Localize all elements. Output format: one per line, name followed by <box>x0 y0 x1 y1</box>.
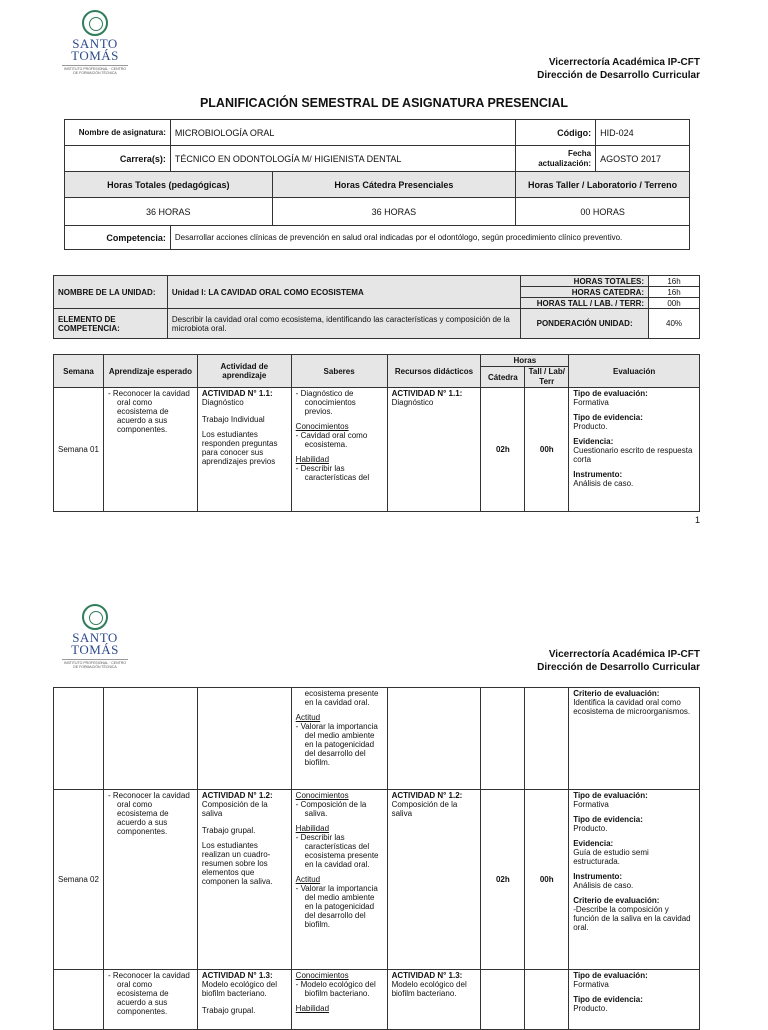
plan-table-page-1 <box>53 354 700 512</box>
actividad-name: Composición de la saliva <box>201 800 268 818</box>
ev-label: Tipo de evidencia: <box>573 995 643 1004</box>
saberes-heading: Actitud <box>295 713 321 722</box>
saberes-heading: Actitud <box>295 875 321 884</box>
saberes-heading: Conocimientos <box>295 422 349 431</box>
ev-label: Tipo de evaluación: <box>573 971 648 980</box>
header-horas: Horas <box>481 355 569 367</box>
ev-value: Análisis de caso. <box>573 881 634 890</box>
ev-label: Tipo de evaluación: <box>573 791 648 800</box>
logo-name-1: SANTO <box>72 630 118 645</box>
page-number: 1 <box>694 515 700 525</box>
unidad-value: Unidad I: LA CAVIDAD ORAL COMO ECOSISTEMA <box>167 276 520 309</box>
recursos-title: ACTIVIDAD N° 1.1: <box>391 389 463 398</box>
horas-totales-label: Horas Totales (pedagógicas) <box>65 172 273 198</box>
saberes-item: - Valorar la importancia del medio ambiente en la patogenicidad del desarrollo del biofilm. <box>295 884 378 929</box>
table-row-week-1-cont <box>54 688 700 790</box>
saberes-heading: Conocimientos <box>295 791 349 800</box>
table-row-week-3 <box>54 970 700 1030</box>
vice-line-1: Vicerrectoría Académica IP-CFT <box>548 57 700 68</box>
codigo-label: Código: <box>516 120 596 146</box>
unit-table <box>53 275 700 339</box>
ponderacion-label: PONDERACIÓN UNIDAD: <box>521 309 649 339</box>
catedra-cell: 02h <box>481 790 525 970</box>
santo-tomas-logo <box>62 604 128 669</box>
page-title: PLANIFICACIÓN SEMESTRAL DE ASIGNATURA PRESENCIAL <box>199 96 569 110</box>
horas-taller-unit-value: 00h <box>649 298 700 309</box>
logo-name-2: TOMÁS <box>71 642 119 657</box>
table-row-week-1 <box>54 388 700 512</box>
saberes-item: - Valorar la importancia del medio ambiente en la patogenicidad del desarrollo del biofilm. <box>295 722 378 767</box>
carrera-value: TÉCNICO EN ODONTOLOGÍA M/ HIGIENISTA DENTAL <box>170 146 515 172</box>
horas-totales-value: 36 HORAS <box>65 198 273 226</box>
actividad-mode: Trabajo grupal. <box>201 1006 256 1015</box>
ev-label: Tipo de evidencia: <box>573 413 643 422</box>
saberes-item: - Modelo ecológico del biofilm bacteriano. <box>295 980 376 998</box>
table-row-week-2 <box>54 790 700 970</box>
elemento-value: Describir la cavidad oral como ecosistema, identificando las características y composición de la microbiota oral. <box>167 309 520 339</box>
codigo-value: HID-024 <box>596 120 690 146</box>
recursos-title: ACTIVIDAD N° 1.2: <box>391 791 463 800</box>
recursos-name: Composición de la saliva <box>391 800 458 818</box>
vice-line-1: Vicerrectoría Académica IP-CFT <box>548 649 700 660</box>
page-2 <box>0 600 768 1024</box>
vice-header <box>537 56 700 82</box>
saberes-item: - Describir las características del <box>295 464 370 482</box>
saberes-item: - Diagnóstico de conocimientos previos. <box>295 389 356 416</box>
header-aprendizaje: Aprendizaje esperado <box>103 355 197 388</box>
page-gap <box>0 540 768 600</box>
aprendizaje-item: - Reconocer la cavidad oral como ecosistema de acuerdo a sus componentes. <box>107 971 190 1016</box>
header-catedra: Cátedra <box>481 367 525 388</box>
ev-value: Producto. <box>573 824 608 833</box>
header-tall: Tall / Lab/ Terr <box>525 367 569 388</box>
catedra-cell: 02h <box>481 388 525 512</box>
competencia-value: Desarrollar acciones clínicas de prevención en salud oral indicadas por el odontólogo, según procedimiento clínico preventivo. <box>170 226 689 250</box>
actividad-title: ACTIVIDAD N° 1.1: <box>201 389 273 398</box>
header-saberes: Saberes <box>291 355 387 388</box>
recursos-name: Diagnóstico <box>391 398 434 407</box>
ev-value: Producto. <box>573 1004 608 1013</box>
ev-value: Producto. <box>573 422 608 431</box>
vice-line-2: Dirección de Desarrollo Curricular <box>537 70 700 81</box>
ev-label: Instrumento: <box>573 872 623 881</box>
logo-name-1: SANTO <box>72 36 118 51</box>
tall-cell: 00h <box>525 790 569 970</box>
ev-label: Criterio de evaluación: <box>573 689 660 698</box>
recursos-name: Modelo ecológico del biofilm bacteriano. <box>391 980 467 998</box>
nombre-value: MICROBIOLOGÍA ORAL <box>170 120 515 146</box>
header-evaluacion: Evaluación <box>569 355 700 388</box>
ev-value: Formativa <box>573 800 609 809</box>
plan-table-page-2 <box>53 687 700 1030</box>
tall-cell: 00h <box>525 388 569 512</box>
actividad-title: ACTIVIDAD N° 1.3: <box>201 971 273 980</box>
competencia-label: Competencia: <box>65 226 171 250</box>
fecha-value: AGOSTO 2017 <box>596 146 690 172</box>
saberes-item: - Cavidad oral como ecosistema. <box>295 431 368 449</box>
ev-value: Análisis de caso. <box>573 479 634 488</box>
saberes-heading: Habilidad <box>295 824 330 833</box>
vice-header <box>537 648 700 674</box>
ev-label: Evidencia: <box>573 839 614 848</box>
actividad-mode: Trabajo Individual <box>201 415 265 424</box>
horas-catedra-unit-value: 16h <box>649 287 700 298</box>
actividad-mode: Trabajo grupal. <box>201 826 256 835</box>
ev-value: Identifica la cavidad oral como ecosistema de microorganismos. <box>573 698 691 716</box>
ev-label: Tipo de evaluación: <box>573 389 648 398</box>
horas-taller-value: 00 HORAS <box>516 198 690 226</box>
saberes-heading: Habilidad <box>295 1004 330 1013</box>
carrera-label: Carrera(s): <box>65 146 171 172</box>
info-table <box>64 119 690 250</box>
header-semana: Semana <box>54 355 104 388</box>
ev-value: Cuestionario escrito de respuesta corta <box>573 446 693 464</box>
fecha-label: Fecha actualización: <box>516 146 596 172</box>
horas-catedra-value: 36 HORAS <box>272 198 516 226</box>
actividad-desc: Los estudiantes responden preguntas para conocer sus aprendizajes previos <box>201 430 278 466</box>
saberes-cont: ecosistema presente en la cavidad oral. <box>304 689 379 707</box>
actividad-desc: Los estudiantes realizan un cuadro-resumen sobre los elementos que componen la saliva. <box>201 841 273 886</box>
seal-icon <box>82 604 108 630</box>
vice-line-2: Dirección de Desarrollo Curricular <box>537 662 700 673</box>
horas-taller-label: Horas Taller / Laboratorio / Terreno <box>516 172 690 198</box>
ev-value: Guía de estudio semi estructurada. <box>573 848 649 866</box>
horas-catedra-label: Horas Cátedra Presenciales <box>272 172 516 198</box>
ev-label: Instrumento: <box>573 470 623 479</box>
actividad-title: ACTIVIDAD N° 1.2: <box>201 791 273 800</box>
logo-tagline: INSTITUTO PROFESIONAL · CENTRO DE FORMACIÓN TÉCNICA <box>63 67 127 75</box>
saberes-item: - Composición de la saliva. <box>295 800 367 818</box>
seal-icon <box>82 10 108 36</box>
header-recursos: Recursos didácticos <box>387 355 481 388</box>
saberes-item: - Describir las características del ecosistema presente en la cavidad oral. <box>295 833 379 869</box>
horas-totales-unit-label: HORAS TOTALES: <box>521 276 649 287</box>
recursos-title: ACTIVIDAD N° 1.3: <box>391 971 463 980</box>
logo-tagline: INSTITUTO PROFESIONAL · CENTRO DE FORMACIÓN TÉCNICA <box>63 661 127 669</box>
ev-label: Tipo de evidencia: <box>573 815 643 824</box>
ev-label: Evidencia: <box>573 437 614 446</box>
ev-value: -Describe la composición y función de la saliva en la cavidad oral. <box>573 905 691 932</box>
santo-tomas-logo <box>62 10 128 75</box>
aprendizaje-item: - Reconocer la cavidad oral como ecosistema de acuerdo a sus componentes. <box>107 791 190 836</box>
elemento-label: ELEMENTO DE COMPETENCIA: <box>54 309 168 339</box>
ev-label: Criterio de evaluación: <box>573 896 660 905</box>
logo-name-2: TOMÁS <box>71 48 119 63</box>
header-actividad: Actividad de aprendizaje <box>197 355 291 388</box>
semana-cell: Semana 02 <box>54 790 104 970</box>
ev-value: Formativa <box>573 980 609 989</box>
unidad-label: NOMBRE DE LA UNIDAD: <box>54 276 168 309</box>
ponderacion-value: 40% <box>649 309 700 339</box>
actividad-name: Diagnóstico <box>201 398 244 407</box>
horas-catedra-unit-label: HORAS CATEDRA: <box>521 287 649 298</box>
ev-value: Formativa <box>573 398 609 407</box>
nombre-label: Nombre de asignatura: <box>65 120 171 146</box>
aprendizaje-item: - Reconocer la cavidad oral como ecosistema de acuerdo a sus componentes. <box>107 389 190 434</box>
semana-cell: Semana 01 <box>54 388 104 512</box>
saberes-heading: Habilidad <box>295 455 330 464</box>
actividad-name: Modelo ecológico del biofilm bacteriano. <box>201 980 278 998</box>
horas-taller-unit-label: HORAS TALL / LAB. / TERR: <box>521 298 649 309</box>
horas-totales-unit-value: 16h <box>649 276 700 287</box>
saberes-heading: Conocimientos <box>295 971 349 980</box>
